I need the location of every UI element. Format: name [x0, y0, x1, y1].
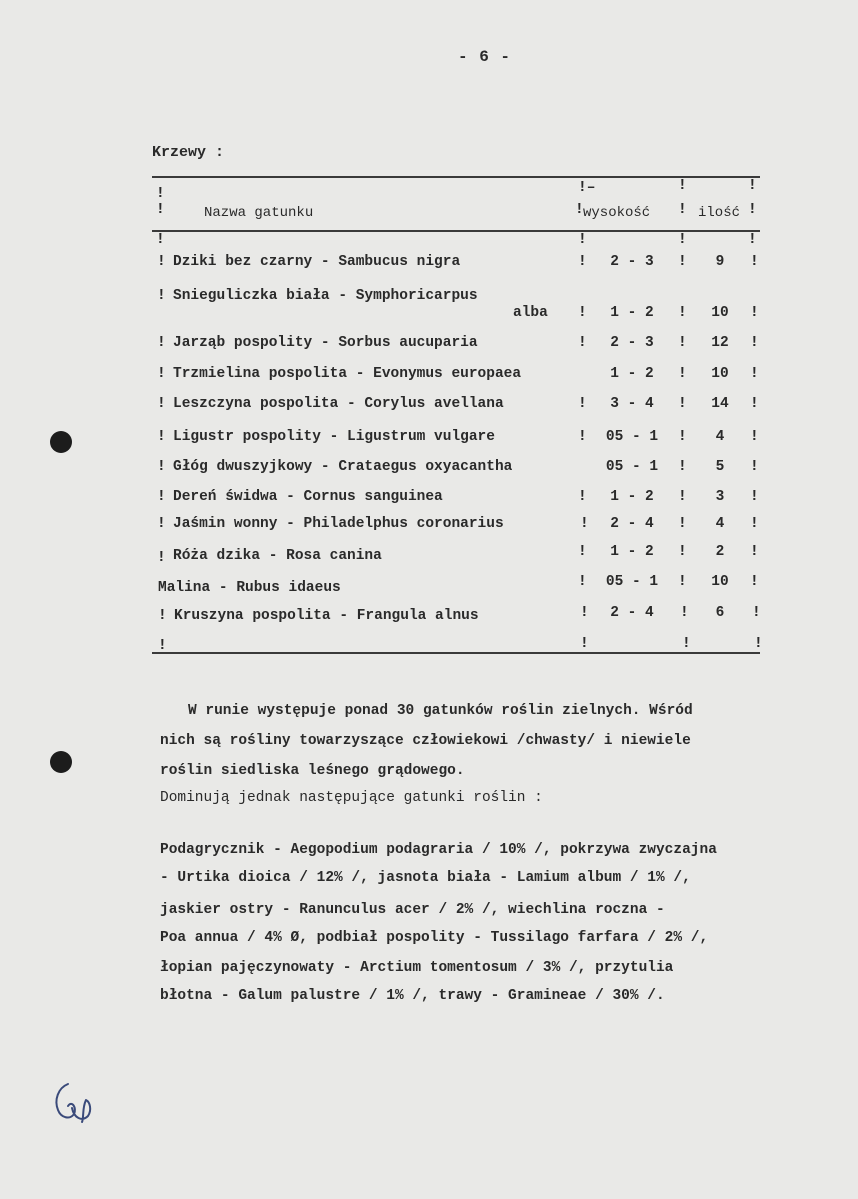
column-separator: ! [754, 636, 763, 652]
column-separator: ! [578, 254, 587, 270]
species-name: Dziki bez czarny - Sambucus nigra [173, 254, 461, 270]
column-separator: ! [750, 254, 759, 270]
column-separator: ! [682, 636, 691, 652]
count-value: 10 [711, 305, 729, 321]
species-name: Kruszyna pospolita - Frangula alnus [174, 608, 479, 624]
column-separator: ! [578, 335, 587, 351]
column-separator: ! [750, 305, 759, 321]
column-separator: ! [157, 254, 166, 270]
column-separator: ! [750, 429, 759, 445]
column-separator: ! [750, 335, 759, 351]
species-list-line: błotna - Galum palustre / 1% /, trawy - Gramineae / 30% /. [160, 988, 665, 1004]
column-separator: ! [578, 232, 587, 248]
column-separator: ! [678, 459, 687, 475]
column-separator: ! [678, 574, 687, 590]
column-separator: ! [157, 429, 166, 445]
header-count: ilość [698, 205, 741, 221]
column-separator: ! [157, 489, 166, 505]
header-name: Nazwa gatunku [204, 205, 314, 221]
punch-hole [50, 431, 72, 453]
column-separator: ! [578, 396, 587, 412]
column-separator: ! [750, 366, 759, 382]
count-value: 3 [715, 489, 725, 505]
height-value: 2 - 3 [610, 254, 654, 270]
table-bottom-rule [152, 652, 760, 654]
column-separator: ! [157, 516, 166, 532]
column-separator: ! [678, 254, 687, 270]
count-value: 5 [715, 459, 725, 475]
handwritten-signature [52, 1078, 96, 1124]
species-name: Snieguliczka biała - Symphoricarpus [173, 288, 478, 304]
paragraph-line: W runie występuje ponad 30 gatunków roślin zielnych. Wśród [188, 703, 693, 719]
species-list-line: łopian pajęczynowaty - Arctium tomentosum / 3% /, przytulia [160, 960, 674, 976]
column-separator: ! [750, 574, 759, 590]
column-separator: ! [750, 544, 759, 560]
column-separator: ! [156, 232, 165, 248]
column-separator: ! [157, 288, 166, 304]
column-separator: ! [578, 489, 587, 505]
table-header-rule [152, 230, 760, 232]
column-separator: ! [748, 232, 757, 248]
count-value: 2 [715, 544, 725, 560]
column-separator: ! [680, 605, 689, 621]
count-value: 12 [711, 335, 729, 351]
count-value: 4 [715, 516, 725, 532]
column-separator: ! [156, 202, 165, 218]
species-name: Trzmielina pospolita - Evonymus europaea [173, 366, 522, 382]
column-separator: ! [157, 550, 166, 566]
column-separator: ! [578, 305, 587, 321]
table-top-rule [152, 176, 760, 178]
species-name: Róża dzika - Rosa canina [173, 548, 382, 564]
species-name: Malina - Rubus idaeus [158, 580, 341, 596]
height-value: 2 - 4 [610, 605, 654, 621]
column-separator: ! [580, 636, 589, 652]
species-list-line: - Urtika dioica / 12% /, jasnota biała - Lamium album / 1% /, [160, 870, 691, 886]
column-separator: ! [678, 366, 687, 382]
count-value: 4 [715, 429, 725, 445]
height-value: 1 - 2 [610, 305, 654, 321]
column-separator: ! [750, 459, 759, 475]
column-separator: ! [578, 429, 587, 445]
column-separator: ! [157, 459, 166, 475]
header-height: wysokość [583, 205, 651, 221]
column-separator: ! [678, 516, 687, 532]
paragraph-line: nich są rośliny towarzyszące człowiekowi /chwasty/ i niewiele [160, 733, 691, 749]
paragraph-line: Dominują jednak następujące gatunki roślin : [160, 790, 543, 806]
column-separator: ! [157, 335, 166, 351]
species-name: Jarząb pospolity - Sorbus aucuparia [173, 335, 478, 351]
count-value: 10 [711, 574, 729, 590]
height-value: 05 - 1 [605, 459, 659, 475]
height-value: 05 - 1 [605, 429, 659, 445]
column-separator: ! [750, 396, 759, 412]
column-separator: ! [578, 574, 587, 590]
column-separator: ! [678, 232, 687, 248]
punch-hole [50, 751, 72, 773]
column-separator: ! [750, 516, 759, 532]
section-heading: Krzewy : [152, 144, 225, 161]
column-separator: ! [678, 178, 687, 194]
count-value: 14 [711, 396, 729, 412]
species-name: Leszczyna pospolita - Corylus avellana [173, 396, 504, 412]
column-separator: ! [157, 366, 166, 382]
page-number: - 6 - [458, 48, 512, 66]
column-separator: ! [678, 429, 687, 445]
column-separator: ! [678, 202, 687, 218]
column-separator: ! [750, 489, 759, 505]
column-separator: ! [678, 544, 687, 560]
height-value: 05 - 1 [605, 574, 659, 590]
column-separator: !– [578, 180, 596, 196]
paragraph-line: roślin siedliska leśnego grądowego. [160, 763, 465, 779]
species-list-line: jaskier ostry - Ranunculus acer / 2% /, wiechlina roczna - [160, 902, 665, 918]
count-value: 10 [711, 366, 729, 382]
column-separator: ! [157, 396, 166, 412]
height-value: 1 - 2 [610, 366, 654, 382]
column-separator: ! [575, 202, 584, 218]
column-separator: ! [678, 305, 687, 321]
column-separator: ! [748, 178, 757, 194]
column-separator: ! [678, 335, 687, 351]
column-separator: ! [678, 396, 687, 412]
column-separator: ! [156, 186, 165, 202]
column-separator: ! [158, 638, 167, 654]
species-name: Jaśmin wonny - Philadelphus coronarius [173, 516, 504, 532]
species-name: Dereń świdwa - Cornus sanguinea [173, 489, 443, 505]
height-value: 2 - 3 [610, 335, 654, 351]
height-value: 2 - 4 [610, 516, 654, 532]
count-value: 6 [715, 605, 725, 621]
height-value: 1 - 2 [610, 489, 654, 505]
column-separator: ! [752, 605, 761, 621]
species-name: Głóg dwuszyjkowy - Crataegus oxyacantha [173, 459, 513, 475]
column-separator: ! [580, 516, 589, 532]
species-list-line: Podagrycznik - Aegopodium podagraria / 10% /, pokrzywa zwyczajna [160, 842, 717, 858]
height-value: 1 - 2 [610, 544, 654, 560]
height-value: 3 - 4 [610, 396, 654, 412]
column-separator: ! [748, 202, 757, 218]
column-separator: ! [678, 489, 687, 505]
species-name-continued: alba [513, 305, 548, 321]
column-separator: ! [578, 544, 587, 560]
species-list-line: Poa annua / 4% Ø, podbiał pospolity - Tussilago farfara / 2% /, [160, 930, 709, 946]
species-name: Ligustr pospolity - Ligustrum vulgare [173, 429, 495, 445]
column-separator: ! [158, 608, 167, 624]
count-value: 9 [715, 254, 725, 270]
column-separator: ! [580, 605, 589, 621]
